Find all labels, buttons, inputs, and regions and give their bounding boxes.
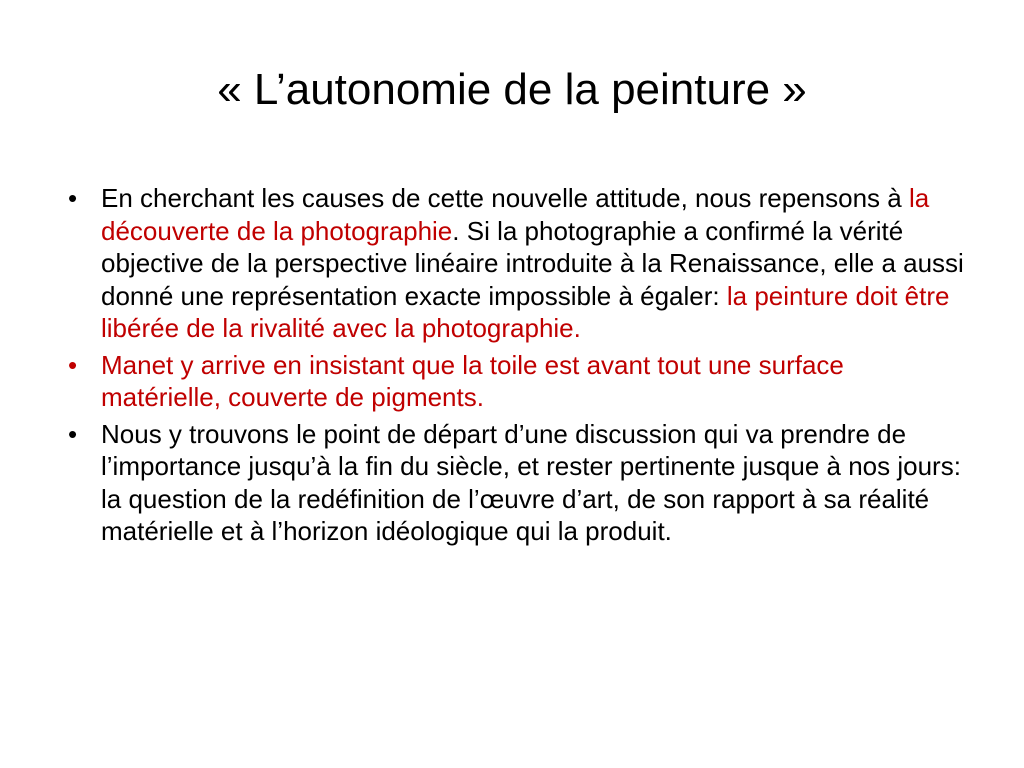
bullet-text-segment: . Si la photographie a confirmé la vérité objective de la perspective linéaire introduite à la Renaissance, elle a aussi donné une représentation exacte impossible à égaler: (101, 215, 964, 311)
highlighted-text: Manet y arrive en insistant que la toile est avant tout une surface matérielle, couverte de pigments. (101, 349, 844, 412)
bullet-text-segment: En cherchant les causes de cette nouvelle attitude, nous repensons à (101, 183, 909, 213)
bullet-marker: • (68, 349, 78, 380)
highlighted-text: la découverte de la photographie (101, 183, 930, 246)
bullet-marker: • (68, 418, 78, 449)
bullet-item-2 (68, 349, 968, 414)
bullet-text-segment: Nous y trouvons le point de départ d’une discussion qui va prendre de l’importance jusqu’à la fin du siècle, et rester pertinente jusque à nos jours: la question de la redéfinition de l’œuvre d’art, de son rapport à sa réalité matérielle et à l’horizon idéologique qui la produit. (101, 418, 961, 546)
bullet-item-3 (68, 418, 968, 548)
bullet-list (68, 182, 968, 552)
bullet-marker: • (68, 183, 78, 213)
highlighted-text: la peinture doit être libérée de la rivalité avec la photographie. (101, 280, 950, 343)
bullet-item-1 (68, 182, 968, 345)
slide-title: « L’autonomie de la peinture » (217, 65, 807, 114)
